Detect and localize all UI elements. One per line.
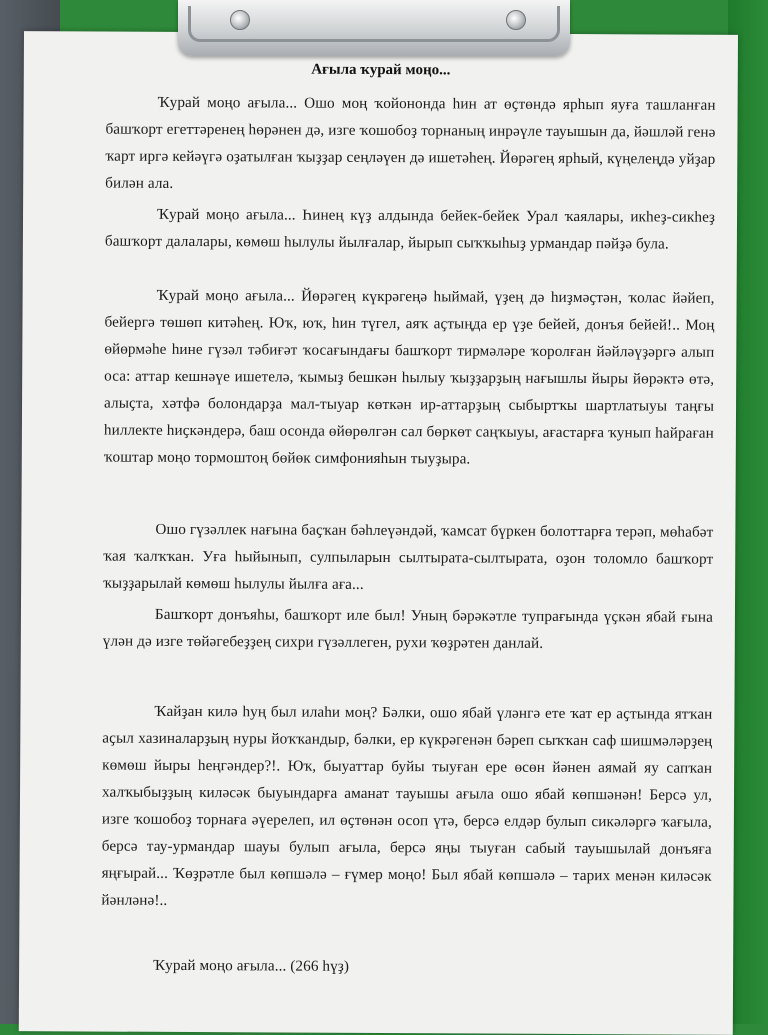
page-title: Ағыла ҡурай моңо... [311, 61, 451, 79]
paragraph-2: Ҡурай моңо ағыла... Һинең күҙ алдында бейек-бейек Урал ҡаялары, икһеҙ-сикһеҙ башҡорт далалары, көмөш һылулы йылғалар, йырып сыҡҡыһыҙ урмандар пәйҙә була. [104, 205, 716, 253]
clip-rivet-left [230, 10, 250, 30]
paragraph-7: Ҡурай моңо ағыла... (266 һүҙ) [153, 956, 350, 975]
paragraph-4: Ошо гүзәллек нағына баҫҡан бәһлеүәндәй, ҡамсат бүркен болоттарға терәп, мөһабәт ҡая ҡалҡҡан. Уға һыйынып, сулпыларын сылтырата-сылтырата, оҙон толомло башҡорт ҡыҙҙарылай көмөш һылулы йылға аға... [103, 520, 714, 593]
paragraph-6: Ҡайҙан килә һуң был илаһи моң? Бәлки, ошо ябай үләнгә ете ҡат ер аҫтында ятҡан аҫыл хазиналарҙың нуры йоҡҡандыр, бәлки, ер күкрәгенән бәреп сыҡҡан саф шишмәләрҙең көмөш йыры һеңгәндер?!. Юҡ, быуаттар буйы тыуған ере өсөн йәнен аямай яу сапҡан халҡыбыҙҙың киләсәк быуындарға аманат тауышы ағыла ошо ябай көпшәнән! Берсә ул, изге ҡошобоҙ торнаға әүерелеп, ил өҫтөнән осоп үтә, берсә елдәр булып сикәләргә ҡағыла, берсә тау-урмандар шауы булып ағыла, берсә яңы тыуған сабый тауышылай донъяға яңғырай... Ҡөҙрәтле был көпшәлә – ғүмер моңо! Был ябай көпшәлә – тарих менән киләсәк йәнләнә!.. [101, 702, 713, 909]
paragraph-1: Ҡурай моңо ағыла... Ошо моң ҡойононда һин ат өҫтөндә ярһып яуға ташланған башҡорт егеттәренең һөрәнен дә, изге ҡошобоҙ торнаның инрәүле тауышын да, йәшләй генә ҡарт иргә кейәүгә оҙатылған ҡыҙҙар сеңләүен дә ишетәһең. Йөрәгең ярһый, күңелеңдә уйҙар билән ала. [105, 93, 716, 192]
paragraph-3: Ҡурай моңо ағыла... Йөрәгең күкрәгеңә һыймай, үҙең дә һиҙмәҫтән, ҡолас йәйеп, бейергә төшөп китәһең. Юҡ, юҡ, һин түгел, аяҡ аҫтыңда ер үҙе бейей, донъя бейей!.. Моң өйөрмәһе һине гүзәл тәбиғәт ҡосағындағы башҡорт тирмәләре ҡоролған йәйләүҙәргә алып оса: аттар кешнәүе ишетелә, ҡымыҙ бешкән һылыу ҡыҙҙарҙың нағышлы йыры йөрәктә өтә, алыҫта, хәтфә болондарҙа мал-тыуар көткән ир-аттарҙың сыбыртҡы шартлатыуы таңғы һиллекте һиҫкәндерә, баш осонда өйөрөлгән сал бөркөт саңҡыуы, ағастарға ҡунып һайраған ҡоштар моңо тормоштоң бөйөк симфонияһын тыуҙыра. [103, 286, 715, 468]
clip-rivet-right [506, 10, 526, 30]
paper-sheet [19, 31, 738, 1035]
paragraph-5: Башҡорт донъяһы, башҡорт иле был! Уның бәрәкәтле тупрағында үҫкән ябай ғына үлән дә изге төйәгебеҙҙең сихри гүзәллеген, рухи ҡөҙрәтен данлай. [102, 605, 713, 652]
